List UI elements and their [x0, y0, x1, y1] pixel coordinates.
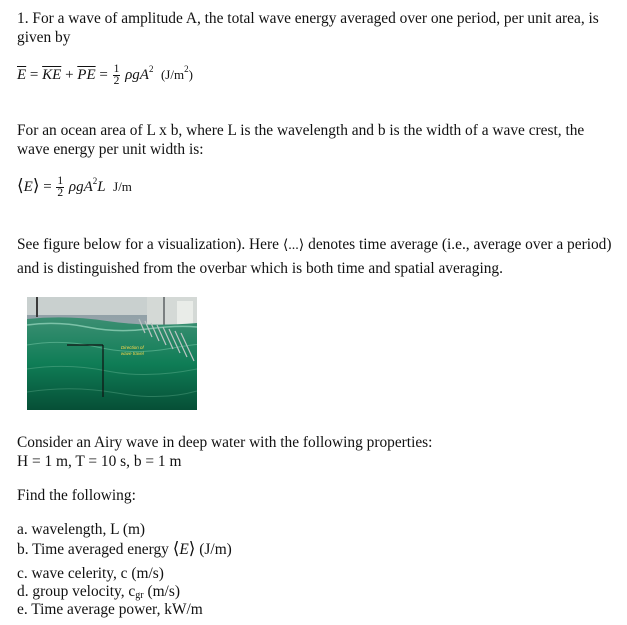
eq2-equals: = — [43, 179, 52, 195]
eq2-unit: J/m — [113, 179, 132, 194]
wave-properties: H = 1 m, T = 10 s, b = 1 m — [17, 453, 182, 470]
eq2-l: L — [97, 179, 106, 195]
eq2-numerator: 1 — [57, 175, 64, 188]
consider-text: Consider an Airy wave in deep water with the following properties: — [17, 434, 433, 451]
item-b-unit: (J/m) — [199, 541, 232, 558]
eq2-denominator: 2 — [57, 187, 64, 200]
item-d-subscript: gr — [135, 590, 144, 601]
eq1-rho-g-a: ρgA — [125, 67, 149, 83]
eq2-close-angle: ⟩ — [32, 176, 40, 195]
eq2-open-angle: ⟨ — [17, 176, 24, 195]
eq1-numerator: 1 — [113, 63, 120, 76]
eq1-equals: = — [29, 67, 39, 83]
eq2-e: E — [23, 179, 33, 195]
item-b-e: E — [179, 541, 189, 558]
eq1-unit-exponent: 2 — [184, 64, 189, 74]
eq1-plus: + — [65, 67, 74, 83]
equation-energy-per-width — [17, 176, 132, 199]
see-figure-text — [17, 233, 617, 280]
find-text: Find the following: — [17, 487, 136, 504]
eq1-unit-close: ) — [188, 67, 193, 82]
item-b — [17, 540, 232, 559]
item-b-open-angle: ⟨ — [172, 539, 180, 558]
equation-total-energy — [17, 64, 193, 87]
eq1-denominator: 2 — [113, 75, 120, 88]
item-a: a. wavelength, L (m) — [17, 521, 146, 538]
eq1-pe: $\overline{PE}$ — [77, 67, 96, 83]
photo-label-line2: wave travel — [121, 351, 144, 356]
intro-text: 1. For a wave of amplitude A, the total wave energy averaged over one period, per unit area, is given by — [17, 10, 599, 46]
wave-tank-photo — [27, 297, 197, 410]
item-b-close-angle: ⟩ — [188, 539, 196, 558]
eq1-ke: $\overline{KE}$ — [42, 67, 62, 83]
see-angle-notation: ⟨...⟩ — [282, 238, 305, 253]
eq2-fraction — [56, 176, 64, 199]
item-b-text: b. Time averaged energy — [17, 541, 169, 558]
eq1-lhs: $\overline{E}$ — [17, 67, 27, 83]
area-text: For an ocean area of L x b, where L is the wavelength and b is the width of a wave crest, the wave energy per unit width is: — [17, 122, 585, 158]
photo-label-line1: Direction of — [121, 345, 144, 350]
eq2-exponent: 2 — [92, 176, 98, 186]
wave-tank-image — [27, 297, 197, 410]
eq1-unit: (J/m — [160, 67, 185, 82]
item-c: c. wave celerity, c (m/s) — [17, 565, 164, 582]
see-text-part1: See figure below for a visualization). Here — [17, 236, 279, 253]
eq1-equals-2: = — [99, 67, 108, 83]
eq1-exponent: 2 — [148, 64, 154, 74]
item-d-text: d. group velocity, c — [17, 583, 136, 600]
item-e: e. Time average power, kW/m — [17, 601, 203, 618]
see-text-part2: denotes time average (i.e., average over a period) and is distinguished from the overbar which is both time and spatial averaging. — [17, 236, 612, 277]
eq1-fraction — [113, 64, 121, 87]
item-d-unit: (m/s) — [147, 583, 180, 600]
eq2-rho-g-a: ρgA — [68, 179, 93, 195]
